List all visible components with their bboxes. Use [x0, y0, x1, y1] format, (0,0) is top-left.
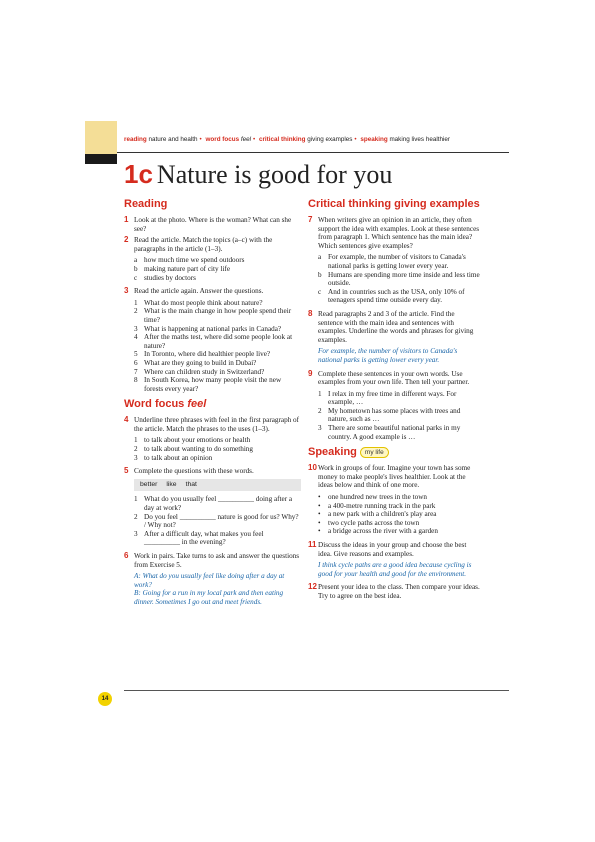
exercise-block: 9 Complete these sentences in your own words. Use examples from your own life. Then tell your partner. 1 I relax in my free time in different ways. For example, … 2 My hometown has some places with trees and nature, such as … 3 There are some beautiful national parks in my country. A good example is … [308, 370, 480, 442]
list-item: 1 What do you usually feel __________ doing after a day at work? [134, 495, 293, 513]
lesson-title: Nature is good for you [156, 160, 393, 189]
example-dialogue-b: B: Going for a run in my local park and then eating dinner. Sometimes I go out and meet friends. [134, 589, 284, 606]
left-column [124, 198, 301, 612]
header-rule [117, 152, 509, 153]
list-item: 1 What do most people think about nature? [134, 298, 263, 307]
breadcrumb-key: critical thinking [258, 136, 306, 143]
example-text: For example, the number of visitors to Canada's national parks is getting lower every year. [318, 347, 458, 364]
breadcrumb-key: word focus [205, 136, 240, 143]
breadcrumb-key: speaking [360, 136, 388, 143]
list-item: 1 I relax in my free time in different ways. For example, … [318, 389, 457, 407]
page-number: 14 [98, 692, 112, 706]
word-box: better like that [134, 479, 301, 492]
list-item: 2 My hometown has some places with trees and nature, such as … [318, 406, 461, 424]
right-column [308, 198, 480, 604]
list-item: c And in countries such as the USA, only 10% of teenagers spend time outside every day. [318, 287, 465, 305]
bullet-item: • a 400-metre running track in the park [318, 501, 436, 510]
exercise: 12 Present your idea to the class. Then compare your ideas. Try to agree on the best idea. [308, 582, 480, 600]
list-item: 8 In South Korea, how many people visit the new forests every year? [134, 376, 282, 393]
exercise-block: 4 Underline three phrases with feel in the first paragraph of the article. Match the phrases to the uses (1–3). 1 to talk about your emotions or health 2 to talk about wanting to do something 3 to talk about an opinion [124, 415, 300, 462]
word-focus-heading: Word focus feel [124, 398, 207, 411]
exercise-block: 2 Read the article. Match the topics (a–c) with the paragraphs in the article (1–3). a how much time we spend outdoors b making nature part of city life c studies by doctors [124, 236, 301, 282]
example-dialogue-a: A: What do you usually feel like doing after a day at work? [134, 572, 285, 589]
breadcrumb-key: reading [124, 136, 147, 143]
list-item: 6 What are they going to build in Dubai? [134, 358, 257, 367]
list-item: 3 After a difficult day, what makes you feel __________ in the evening? [134, 529, 264, 547]
speaking-heading: Speaking my life [308, 446, 480, 458]
exercise-block: 8 Read paragraphs 2 and 3 of the article. Find the sentence with the main idea and sentences with examples. Underline the words and phrases for giving examples. For example, the number of visitors to Canada's national parks is getting lower every year. [308, 310, 480, 365]
exercise-block: 7 When writers give an opinion in an article, they often support the idea with examples. Look at these sentences from paragraph 1. Which sentence has the main idea? Which sentences give examples? a For example, the number of visitors to Canada's national parks is getting lower every year. b Humans are spending more time inside and less time outside. c And in countries such as the USA, only 10% of teenagers spend time outside every day. [308, 215, 480, 305]
exercise-block: 5 Complete the questions with these words. better like that 1 What do you usually feel __________ doing after a day at work? 2 Do you feel __________ nature is good for us? Why? / Why not? 3 After a difficult day, what makes you feel __________ in the evening? [124, 467, 301, 547]
list-item: 2 What is the main change in how people spend their time? [134, 307, 292, 324]
breadcrumb: reading nature and health • word focus feel • critical thinking giving examples • speaking making lives healthier [124, 136, 450, 143]
breadcrumb-value: nature and health [148, 136, 198, 143]
footer-rule [124, 690, 509, 691]
section-tab-bar [85, 154, 117, 164]
my-life-badge: my life [360, 447, 389, 458]
bullet-item: • a bridge across the river with a garden [318, 527, 438, 536]
list-item: 4 After the maths test, where did some people look at nature? [134, 333, 293, 350]
list-item: 3 to talk about an opinion [134, 453, 213, 462]
breadcrumb-value: giving examples [307, 136, 353, 143]
list-item: 1 to talk about your emotions or health [134, 436, 251, 445]
critical-thinking-heading: Critical thinking giving examples [308, 198, 480, 210]
reading-heading: Reading [124, 198, 168, 210]
exercise-block: 11 Discuss the ideas in your group and choose the best idea. Give reasons and examples. I think cycle paths are a good idea because cycling is good for your health and good for the environment. [308, 541, 480, 578]
lesson-number: 1c [124, 159, 153, 189]
page-title [124, 158, 392, 191]
list-item: a For example, the number of visitors to Canada's national parks is getting lower every year. [318, 253, 466, 270]
list-item: 3 There are some beautiful national parks in my country. A good example is … [318, 424, 461, 441]
example-text: I think cycle paths are a good idea because cycling is good for your health and good for the environment. [318, 561, 472, 578]
exercise-block: 10 Work in groups of four. Imagine your town has some money to make people's lives healthier. Look at the ideas below and think of one more. • one hundred new trees in the town • a 400-metre running track in the park • a new park with a children's play area • two cycle paths across the town • a bridge across the river with a garden [308, 464, 480, 536]
exercise-block: 3 Read the article again. Answer the questions. 1 What do most people think about nature? 2 What is the main change in how people spend their time? 3 What is happening at national parks in Canada? 4 After the maths test, where did some people look at nature? 5 In Toronto, where did healthier people live? 6 What are they going to build in Dubai? 7 Where can children study in Switzerland? 8 In South Korea, how many people visit the new forests every year? [124, 287, 301, 393]
list-item: 3 What is happening at national parks in Canada? [134, 324, 282, 333]
list-item: 2 to talk about wanting to do something [134, 445, 253, 454]
list-item: c studies by doctors [134, 273, 196, 282]
bullet-item: • one hundred new trees in the town [318, 493, 428, 502]
bullet-item: • two cycle paths across the town [318, 518, 420, 527]
breadcrumb-value: feel [240, 136, 251, 143]
section-tab [85, 121, 117, 154]
exercise: 1 Look at the photo. Where is the woman? What can she see? [124, 215, 292, 233]
breadcrumb-value: making lives healthier [389, 136, 450, 143]
list-item: a how much time we spend outdoors [134, 256, 245, 265]
list-item: b Humans are spending more time inside and less time outside. [318, 270, 480, 288]
list-item: 2 Do you feel __________ nature is good for us? Why? / Why not? [134, 512, 299, 530]
list-item: 7 Where can children study in Switzerland? [134, 367, 265, 376]
bullet-item: • a new park with a children's play area [318, 510, 437, 519]
exercise-block: 6 Work in pairs. Take turns to ask and answer the questions from Exercise 5. A: What do you usually feel like doing after a day at work? B: Going for a run in my local park and then eating dinner. Sometimes I go out and meet friends. [124, 551, 300, 606]
list-item: 5 In Toronto, where did healthier people live? [134, 350, 271, 359]
list-item: b making nature part of city life [134, 264, 231, 273]
